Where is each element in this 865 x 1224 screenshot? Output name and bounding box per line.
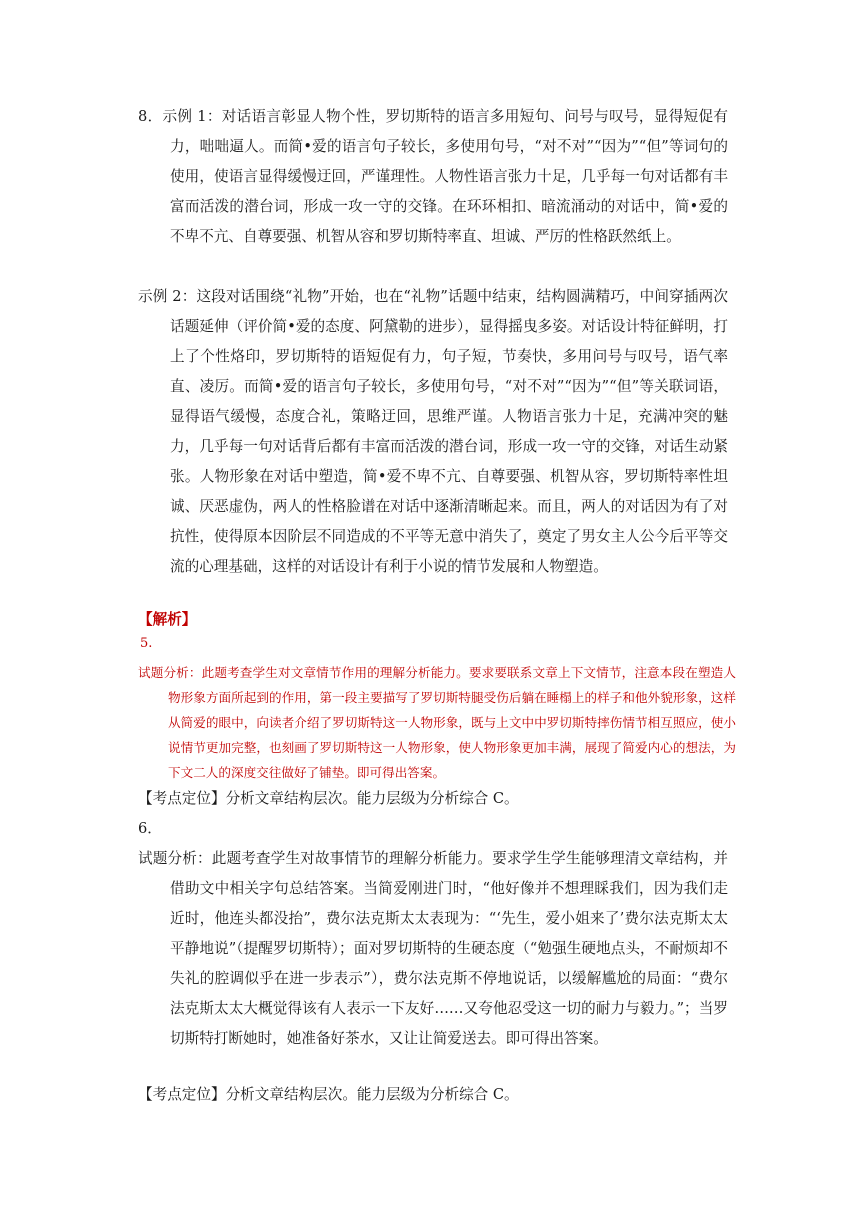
analysis-heading: 【解析】 [138,611,197,628]
kaodian-6: 【考点定位】分析文章结构层次。能力层级为分析综合 C。 [138,1086,519,1103]
analysis-text-6: 试题分析：此题考查学生对故事情节的理解分析能力。要求学生学生能够理清文章结构，并借助文中相关字句总结答案。当简爱刚进门时，“他好像并不想理睬我们，因为我们走近时，他连头都没抬”，费尔法克斯太太表现为：“‘先生，爱小姐来了’费尔法克斯太太平静地说”（提醒罗切斯特）；面对罗切斯特的生硬态度（“勉强生硬地点头，不耐烦却不失礼的腔调似乎在进一步表示”），费尔法克斯不停地说话，以缓解尴尬的局面：“费尔法克斯太太大概觉得该有人表示一下友好……又夸他忍受这一切的耐力与毅力。”；当罗切斯特打断她时，她准备好茶水，又让让简爱送去。即可得出答案。 [138,850,728,1047]
analysis-text-5: 试题分析：此题考查学生对文章情节作用的理解分析能力。要求要联系文章上下文情节，注意本段在塑造人物形象方面所起到的作用，第一段主要描写了罗切斯特腿受伤后躺在睡榻上的样子和他外貌形象，这样从简爱的眼中，向读者介绍了罗切斯特这一人物形象，既与上文中中罗切斯特摔伤情节相互照应，使小说情节更加完整，也刻画了罗切斯特这一人物形象，使人物形象更加丰满，展现了简爱内心的想法，为下文二人的深度交往做好了铺垫。即可得出答案。 [138,665,736,780]
answer-8-example-2: 示例 2：这段对话围绕“礼物”开始，也在“礼物”话题中结束，结构圆满精巧，中间穿插两次话题延伸（评价简•爱的态度、阿黛勒的进步），显得摇曳多姿。对话设计特征鲜明，打上了个性烙印，罗切斯特的语短促有力，句子短，节奏快，多用问号与叹号，语气率直、凌厉。而简•爱的语言句子较长，多使用句号，“对不对”“因为”“但”等关联词语，显得语气缓慢，态度合礼，策略迂回，思维严谨。人物语言张力十足，充满冲突的魅力，几乎每一句对话背后都有丰富而活泼的潜台词，形成一攻一守的交锋，对话生动紧张。人物形象在对话中塑造，简•爱不卑不亢、自尊要强、机智从容，罗切斯特率性坦诚、厌恶虚伪，两人的性格脸谱在对话中逐渐清晰起来。而且，两人的对话因为有了对抗性，使得原本因阶层不同造成的不平等无意中消失了，奠定了男女主人公今后平等交流的心理基础，这样的对话设计有利于小说的情节发展和人物塑造。 [138,288,728,575]
kaodian-5: 【考点定位】分析文章结构层次。能力层级为分析综合 C。 [138,790,519,807]
question-number-6: 6． [138,820,162,837]
question-number-5: 5. [140,636,153,651]
answer-8-example-1: 8．示例 1：对话语言彰显人物个性，罗切斯特的语言多用短句、问号与叹号，显得短促有力，咄咄逼人。而简•爱的语言句子较长，多使用句号，“对不对”“因为”“但”等词句的使用，使语言显得缓慢迂回，严谨理性。人物性语言张力十足，几乎每一句对话都有丰富而活泼的潜台词，形成一攻一守的交锋。在环环相扣、暗流涌动的对话中，简•爱的不卑不亢、自尊要强、机智从容和罗切斯特率直、坦诚、严厉的性格跃然纸上。 [138,108,728,245]
